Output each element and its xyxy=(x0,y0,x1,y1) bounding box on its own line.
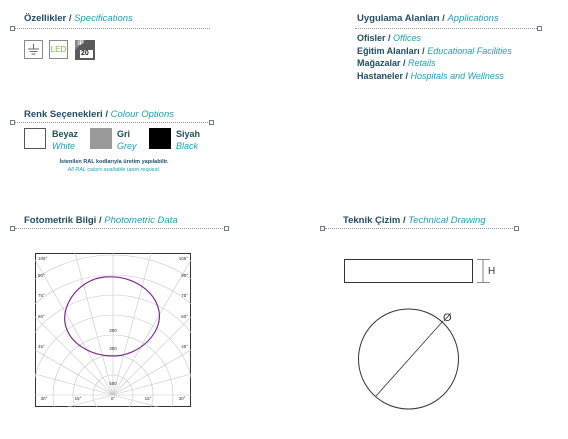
ral-note-tr: İstenilen RAL kodlarıyla üretim yapılabilir. xyxy=(59,159,169,165)
colour-swatch-grey xyxy=(90,128,112,149)
technical-drawing xyxy=(340,255,505,415)
technical-title-en: Technical Drawing xyxy=(408,215,486,226)
ip20-icon xyxy=(75,40,95,60)
polar-intensity-label: 200 xyxy=(109,328,117,333)
colour-swatch-white xyxy=(24,128,46,149)
polar-angle-label: 15° xyxy=(74,396,82,401)
height-label: H xyxy=(488,266,496,277)
polar-angle-label: 15° xyxy=(144,396,152,401)
list-item: Hastaneler / Hospitals and Wellness xyxy=(357,70,504,81)
ground-icon xyxy=(24,40,43,59)
led-icon-label: LED xyxy=(50,45,67,54)
polar-angle-label: 75° xyxy=(181,293,188,298)
specifications-header xyxy=(24,13,133,24)
colours-title-en: Colour Options xyxy=(110,109,174,120)
colours-header xyxy=(24,109,174,120)
ral-note-en: All RAL colors available upon request. xyxy=(67,167,161,173)
photometric-title-en: Photometric Data xyxy=(104,215,178,226)
polar-angle-label: 30° xyxy=(40,396,48,401)
top-view-circle xyxy=(359,309,459,409)
applications-divider xyxy=(355,28,537,29)
photometric-title-tr: Fotometrik Bilgi / xyxy=(24,215,102,226)
applications-title-en: Applications xyxy=(447,13,499,24)
colours-handle-right xyxy=(209,120,214,125)
polar-angle-label: 75° xyxy=(38,293,45,298)
applications-list xyxy=(357,32,512,82)
side-view-rect xyxy=(345,260,473,283)
polar-angle-label: 30° xyxy=(178,396,186,401)
ip20-icon-top: IP xyxy=(78,41,84,47)
polar-angle-label: 45° xyxy=(38,344,45,349)
technical-handle-right xyxy=(514,226,519,231)
colours-title-tr: Renk Seçenekleri / xyxy=(24,109,108,120)
colour-name-black: Siyah Black xyxy=(176,129,201,151)
specifications-title-en: Specifications xyxy=(74,13,133,24)
photometric-handle-right xyxy=(224,226,229,231)
colours-divider xyxy=(15,122,210,123)
ral-note xyxy=(24,158,204,174)
ip20-icon-bottom: 20 xyxy=(81,50,89,57)
specifications-divider xyxy=(15,28,210,29)
technical-header xyxy=(343,215,486,226)
technical-divider xyxy=(325,228,515,229)
applications-handle-right xyxy=(537,26,542,31)
polar-angle-label: 90° xyxy=(181,273,188,278)
colour-swatch-black xyxy=(149,128,171,149)
applications-header xyxy=(357,13,499,24)
polar-angle-label: 0° xyxy=(110,396,116,401)
specifications-title-tr: Özellikler / xyxy=(24,13,72,24)
led-icon xyxy=(49,40,68,59)
photometric-divider xyxy=(15,228,225,229)
polar-angle-label: 90° xyxy=(38,273,45,278)
list-item: Ofisler / Offices xyxy=(357,33,422,43)
colour-name-grey: Gri Grey xyxy=(117,129,137,151)
polar-angle-label: 60° xyxy=(181,314,188,319)
technical-title-tr: Teknik Çizim / xyxy=(343,215,406,226)
polar-angle-label: 105° xyxy=(38,256,48,261)
applications-title-tr: Uygulama Alanları / xyxy=(357,13,445,24)
colour-name-white: Beyaz White xyxy=(52,129,79,151)
polar-angle-label: 45° xyxy=(181,344,188,349)
list-item: Mağazalar / Retails xyxy=(357,58,436,68)
polar-diagram xyxy=(35,253,191,407)
polar-intensity-label: 300 xyxy=(109,346,117,351)
list-item: Eğitim Alanları / Educational Facilities xyxy=(357,45,512,56)
polar-angle-label: 105° xyxy=(178,256,188,261)
polar-angle-label: 60° xyxy=(38,314,45,319)
polar-intensity-label: 500 xyxy=(109,381,117,386)
diameter-label: Ø xyxy=(443,312,452,324)
photometric-header xyxy=(24,215,178,226)
